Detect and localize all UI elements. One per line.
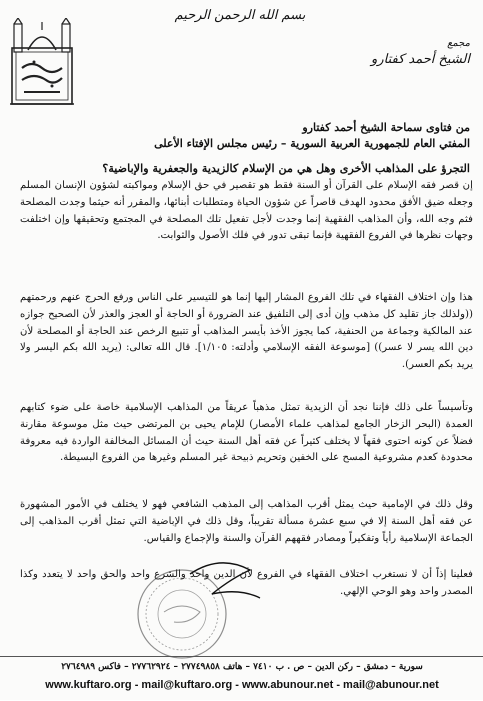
answer-paragraph-5: فعلينا إذاً أن لا نستغرب اختلاف الفقهاء في الفروع لأن الدين واحد والشرع واحد والحق واحد لا يتعدد وكذا المصدر واحد وهو الوحي الإلهي.	[20, 569, 473, 597]
mufti-position-subtitle: المفتي العام للجمهورية العربية السورية – رئيس مجلس الإفتاء الأعلى	[154, 137, 470, 150]
organization-name-line2: الشيخ أحمد كفتارو	[371, 52, 470, 67]
answer-paragraph-1: إن قصر فقه الإسلام على القرآن أو السنة فقط هو تقصير في حق الإسلام ومواكبته لشؤون الإنسان المسلم وجعله ضيق الأفق محدود الهدف قاصراً عن شؤون الحياة ومتطلبات أبنائها، والمقرر أنه حيثما وجدت المصلحة فثم وجه الله، وأن المذاهب الفقهية إنما وجدت لأجل تفعيل تلك المصلحة في المجتمع وتحقيقها وإن اختلفت وجهات نظرها في الفروع الفقهية فإنما تبقى تدور في فلك الأصول والثوابت.	[20, 180, 473, 242]
footer-website-kuftaro[interactable]: www.kuftaro.org	[45, 679, 132, 691]
footer-email-abunour[interactable]: mail@abunour.net	[343, 679, 439, 691]
footer-address: سورية – دمشق – ركن الدين – ص . ب ٧٤١٠ – هاتف ٢٧٧٤٩٨٥٨ – ٢٧٧٦٢٩٢٤ – فاكس ٢٧٦٤٩٨٩	[61, 662, 423, 672]
footer-links	[4, 679, 480, 691]
footer-email-kuftaro[interactable]: mail@kuftaro.org	[141, 679, 233, 691]
organization-name	[330, 36, 470, 68]
answer-paragraph-3: وتأسيساً على ذلك فإننا نجد أن الزيدية تمثل مذهباً عريقاً من المذاهب الإسلامية خاصة على ضوء كتابهم العمدة (البحر الزخار الجامع لمذاهب علماء الأمصار) للإمام يحيى بن المرتضى حيث مثل موسوعة مقارنة فضلاً عن كونه احتوى فقهاً لا يختلف كثيراً عن فقه أهل السنة حيث أن المسائل المخالفة الواردة فيه معروفة محدودة كعدم مشروعية المسح على الخفين وتحريم ذبيحة غير المسلم وغيرها من الفروع البسيطة.	[20, 402, 473, 464]
institute-logo-icon	[6, 18, 78, 110]
fatwa-question: التجرؤ على المذاهب الأخرى وهل هي من الإسلام كالزيدية والجعفرية والإباضية؟	[102, 161, 470, 175]
footer-separator: -	[232, 679, 242, 691]
basmala-heading: بسم الله الرحمن الرحيم	[174, 8, 306, 23]
answer-paragraph-2: هذا وإن اختلاف الفقهاء في تلك الفروع المشار إليها إنما هو للتيسير على الناس ورفع الحرج عنهم ورحمتهم ((ولذلك جاز تقليد كل مذهب وإن أدى إلى التلفيق عند الضرورة أو الحاجة أو العجز والعذر لأن الصحيح جوازه عند المالكية وجماعة من الحنفية، كما يجوز الأخذ بأيسر المذاهب أو تتبيع الرخص عند الحاجة أو المصلحة لأن دين الله يسر لا عسر)) [موسوعة الفقه الإسلامي وأدلته: ١/١٠٥]. قال الله تعالى: (يريد الله بكم اليسر ولا يريد بكم العسر).	[20, 292, 474, 371]
official-seal-stamp-icon	[120, 544, 270, 664]
fatwa-source-title: من فتاوى سماحة الشيخ أحمد كفتارو	[302, 121, 470, 134]
footer-separator: -	[333, 679, 344, 691]
footer-separator: -	[131, 679, 142, 691]
footer-website-abunour[interactable]: www.abunour.net	[242, 679, 334, 691]
answer-paragraph-4: وقل ذلك في الإمامية حيث يمثل أقرب المذاهب إلى المذهب الشافعي فهو لا يختلف في الأمور المشهورة عن فقه أهل السنة إلا في سبع عشرة مسألة تقريباً، وقل ذلك في الإباضية التي تمثل أقرب المذاهب إلى الجماعة الإسلامية رأياً وتفكيراً ومصادر فقههم القرآن والسنة والإجماع والقياس.	[20, 499, 473, 544]
footer-contact-bar	[0, 656, 483, 701]
organization-name-line1: مجمع	[447, 38, 470, 49]
